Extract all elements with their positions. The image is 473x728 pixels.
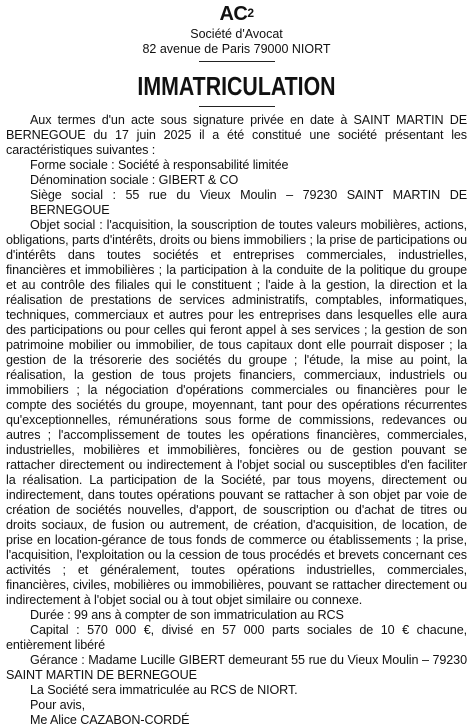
- gerance: Gérance : Madame Lucille GIBERT demeurant 55 rue du Vieux Moulin – 79230 SAINT MARTIN DE BERNEGOUE: [6, 653, 467, 682]
- signature: Me Alice CAZABON-CORDÉ: [30, 713, 190, 727]
- notice-body: [6, 113, 467, 728]
- firm-name: Société d'Avocat: [190, 27, 283, 41]
- siege-social: Siège social : 55 rue du Vieux Moulin – 79230 SAINT MARTIN DE BERNEGOUE: [30, 188, 467, 217]
- firm-logo: [6, 0, 467, 27]
- pour-avis: Pour avis,: [30, 698, 85, 712]
- firm-address: 82 avenue de Paris 79000 NIORT: [142, 42, 331, 56]
- objet-social: Objet social : l'acquisition, la souscription de toutes valeurs mobilières, actions, obligations, parts d'intérêts, droits ou biens immobiliers ; la prise de participations ou d'intérêts dans toutes sociétés et entreprises commerciales, industrielles, financières et immobilières ; la participation à la conduite de la politique du groupe et au contrôle des filiales qui le constituent ; l'aide à la gestion, la direction et la réalisation de prestations de services administratifs, comptables, informatiques, techniques, commerciaux et autres pour les entreprises dans lesquelles elle aura des participations ou pour celles qui feront appel à ses services ; la gestion de son patrimoine mobilier ou immobilier, de tous capitaux dont elle pourrait disposer ; la gestion de la trésorerie des sociétés du groupe ; l'étude, la mise au point, la réalisation, la gestion de tous projets financiers, commerciaux, industriels ou immobiliers ; la négociation d'opérations commerciales ou financières pour le compte des sociétés du groupe, moyennant, tant pour des opérations récurrentes qu'exceptionnelles, rémunérations sous forme de commissions, redevances ou autres ; l'accomplissement de toutes les opérations financières, commerciales, industrielles, mobilières et immobilières, foncières ou de gestion pouvant se rattacher directement ou indirectement à l'objet social ou susceptibles d'en faciliter la réalisation. La participation de la Société, par tous moyens, directement ou indirectement, dans toutes opérations pouvant se rattacher à son objet par voie de création de sociétés nouvelles, d'apport, de souscription ou d'achat de titres ou droits sociaux, de fusion ou autrement, de création, d'acquisition, de location, de prise en location-gérance de tous fonds de commerce ou établissements ; la prise, l'acquisition, l'exploitation ou la cession de tous procédés et brevets concernant ces activités ; et généralement, toutes opérations industrielles, commerciales, financières, civiles, mobilières ou immobilières, pouvant se rattacher directement ou indirectement à l'objet social ou à tout objet similaire ou connexe.: [6, 218, 467, 607]
- logo-superscript: 2: [247, 6, 254, 20]
- duree: Durée : 99 ans à compter de son immatriculation au RCS: [30, 608, 344, 622]
- rcs-registration: La Société sera immatriculée au RCS de NIORT.: [30, 683, 298, 697]
- header-divider: [199, 61, 275, 62]
- capital: Capital : 570 000 €, divisé en 57 000 parts sociales de 10 € chacune, entièrement libéré: [6, 623, 467, 652]
- title-divider: [199, 106, 275, 107]
- intro-paragraph: Aux termes d'un acte sous signature privée en date à SAINT MARTIN DE BERNEGOUE du 17 juin 2025 il a été constitué une société présentant les caractéristiques suivantes :: [6, 113, 467, 157]
- denomination-sociale: Dénomination sociale : GIBERT & CO: [30, 173, 239, 187]
- notice-title: IMMATRICULATION: [137, 71, 336, 101]
- notice-header: [6, 0, 467, 107]
- logo-text: AC: [219, 3, 248, 25]
- forme-sociale: Forme sociale : Société à responsabilité limitée: [30, 158, 289, 172]
